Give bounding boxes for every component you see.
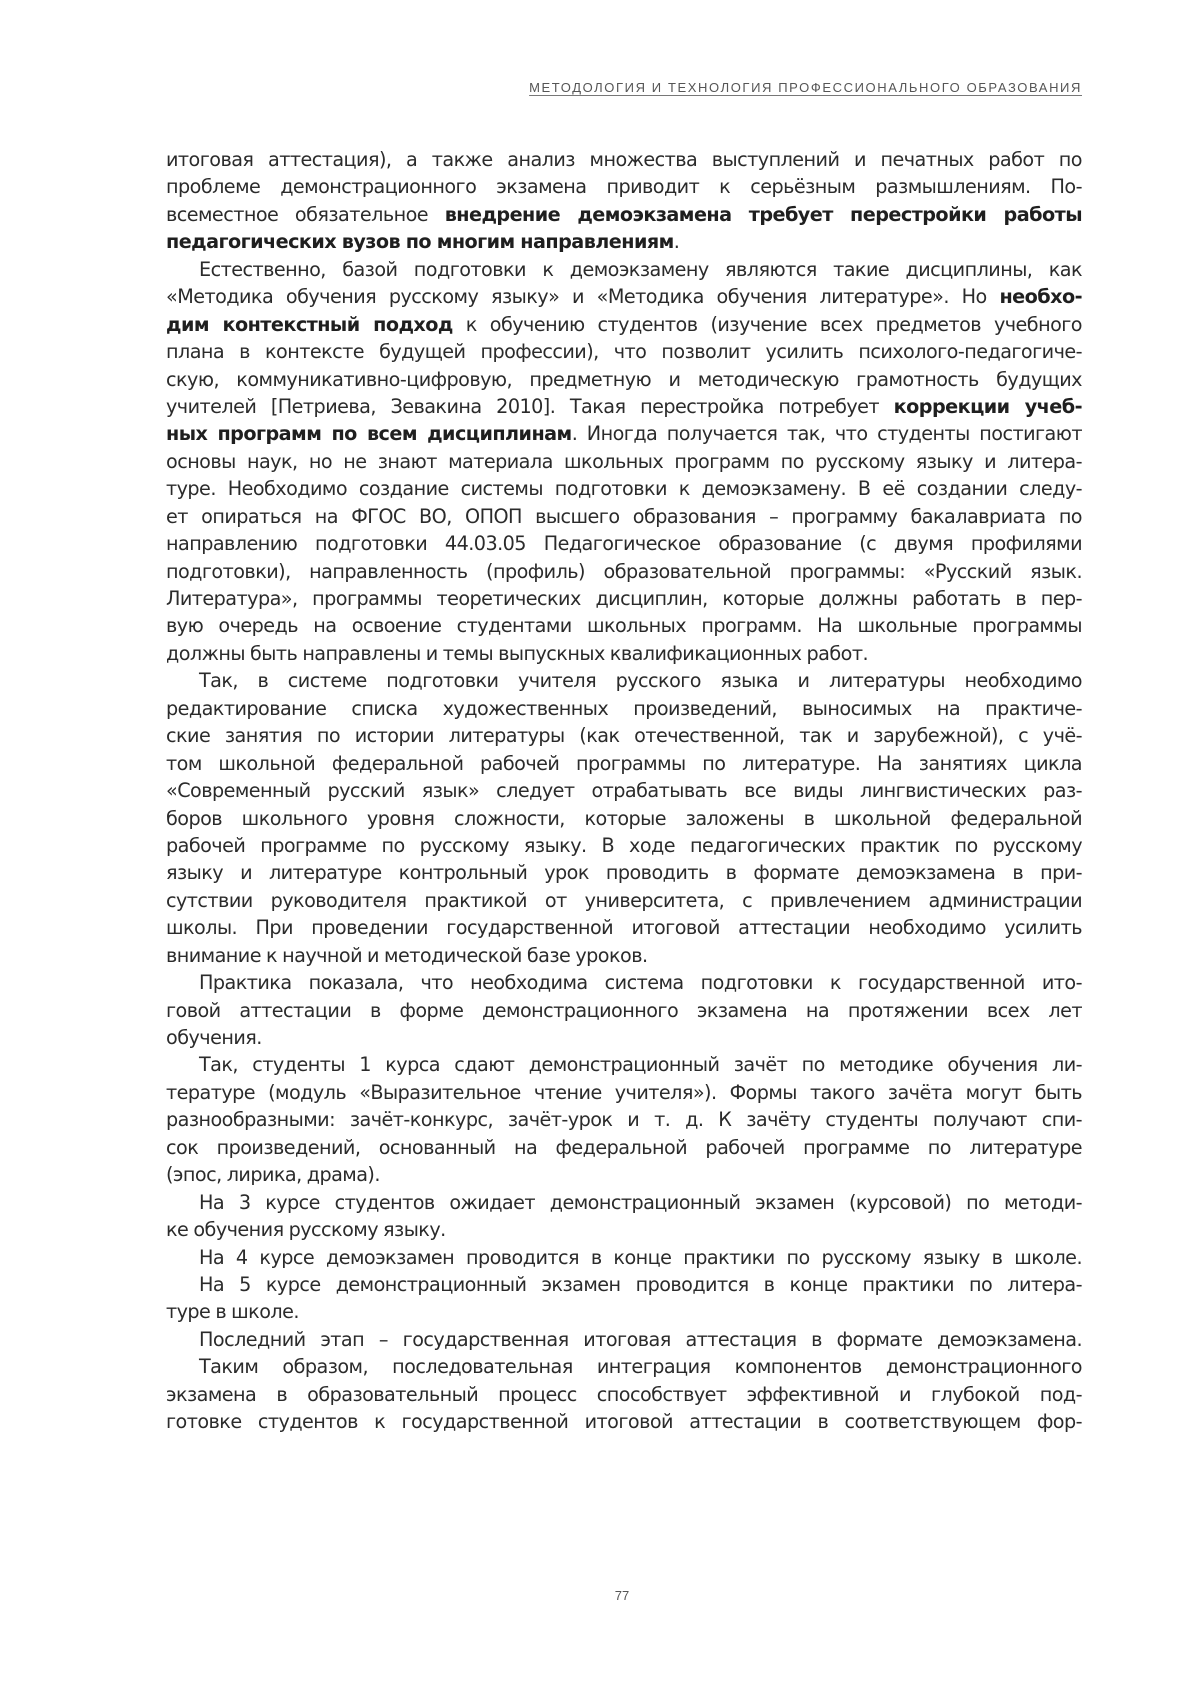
text-run: (эпос, лирика, драма). bbox=[166, 1163, 380, 1187]
bold-text: внедрение демоэкзамена требует перестройки работы bbox=[444, 202, 1082, 226]
text-run: всеместное обязательное bbox=[166, 202, 445, 226]
text-line bbox=[166, 859, 1082, 886]
text-line bbox=[166, 640, 1082, 667]
text-run: . Иногда получается так, что студенты постигают bbox=[571, 422, 1082, 446]
text-line bbox=[166, 1051, 1082, 1078]
text-line bbox=[166, 1271, 1082, 1298]
text-run: экзамена в образовательный процесс способствует эффективной и глубокой под- bbox=[166, 1382, 1082, 1406]
text-run: туре в школе. bbox=[166, 1300, 299, 1324]
text-run: ские занятия по истории литературы (как отечественной, так и зарубежной), с учё- bbox=[166, 724, 1082, 748]
text-run: Практика показала, что необходима система подготовки к государственной ито- bbox=[199, 971, 1082, 995]
text-run: языку и литературе контрольный урок проводить в формате демоэкзамена в при- bbox=[166, 861, 1082, 885]
text-run: том школьной федеральной рабочей программы по литературе. На занятиях цикла bbox=[166, 751, 1082, 775]
text-line bbox=[166, 558, 1082, 585]
bold-text: педагогических вузов по многим направлениям bbox=[166, 230, 674, 254]
text-run: сок произведений, основанный на федеральной рабочей программе по литературе bbox=[166, 1135, 1082, 1159]
text-line bbox=[166, 695, 1082, 722]
text-line bbox=[166, 228, 1082, 255]
text-line bbox=[166, 969, 1082, 996]
text-line bbox=[166, 1244, 1082, 1271]
text-line bbox=[166, 393, 1082, 420]
text-line bbox=[166, 1298, 1082, 1325]
text-run: Так, студенты 1 курса сдают демонстрационный зачёт по методике обучения ли- bbox=[199, 1053, 1082, 1077]
text-run: На 5 курсе демонстрационный экзамен проводится в конце практики по литера- bbox=[199, 1272, 1082, 1296]
text-run: боров школьного уровня сложности, которые заложены в школьной федеральной bbox=[166, 806, 1082, 830]
text-line bbox=[166, 1353, 1082, 1380]
text-line bbox=[166, 283, 1082, 310]
text-run: основы наук, но не знают материала школьных программ по русскому языку и литера- bbox=[166, 449, 1082, 473]
page-number: 77 bbox=[614, 1588, 630, 1603]
text-line bbox=[166, 1189, 1082, 1216]
text-line bbox=[166, 448, 1082, 475]
bold-text: дим контекстный подход bbox=[166, 312, 453, 336]
text-run: проблеме демонстрационного экзамена приводит к серьёзным размышлениям. По- bbox=[166, 175, 1082, 199]
text-line bbox=[166, 475, 1082, 502]
text-line bbox=[166, 256, 1082, 283]
text-run: должны быть направлены и темы выпускных квалификационных работ. bbox=[166, 641, 869, 665]
text-line bbox=[166, 1381, 1082, 1408]
text-line bbox=[166, 750, 1082, 777]
text-run: тературе (модуль «Выразительное чтение учителя»). Формы такого зачёта могут быть bbox=[166, 1080, 1082, 1104]
text-line bbox=[166, 612, 1082, 639]
text-line bbox=[166, 173, 1082, 200]
text-run: вую очередь на освоение студентами школьных программ. На школьные программы bbox=[166, 614, 1082, 638]
text-run: «Методика обучения русскому языку» и «Методика обучения литературе». Но bbox=[166, 285, 1000, 309]
text-line bbox=[166, 722, 1082, 749]
text-line bbox=[166, 667, 1082, 694]
text-run: рабочей программе по русскому языку. В ходе педагогических практик по русскому bbox=[166, 833, 1082, 857]
text-run: Последний этап – государственная итоговая аттестация в формате демоэкзамена. bbox=[199, 1327, 1082, 1351]
text-run: подготовки), направленность (профиль) образовательной программы: «Русский язык. bbox=[166, 559, 1082, 583]
text-line bbox=[166, 1106, 1082, 1133]
text-run: направлению подготовки 44.03.05 Педагогическое образование (с двумя профилями bbox=[166, 532, 1082, 556]
text-run: Литература», программы теоретических дисциплин, которые должны работать в пер- bbox=[166, 587, 1082, 610]
bold-text: ных программ по всем дисциплинам bbox=[166, 422, 572, 446]
text-run: говой аттестации в форме демонстрационного экзамена на протяжении всех лет bbox=[166, 998, 1082, 1022]
text-run: Так, в системе подготовки учителя русского языка и литературы необходимо bbox=[199, 669, 1082, 693]
text-run: к обучению студентов (изучение всех предметов учебного bbox=[452, 312, 1082, 336]
text-line bbox=[166, 997, 1082, 1024]
text-line bbox=[166, 805, 1082, 832]
running-header: МЕТОДОЛОГИЯ И ТЕХНОЛОГИЯ ПРОФЕССИОНАЛЬНОГО ОБРАЗОВАНИЯ bbox=[529, 80, 1082, 95]
text-line bbox=[166, 832, 1082, 859]
text-run: обучения. bbox=[166, 1026, 262, 1049]
bold-text: необхо- bbox=[999, 285, 1082, 309]
text-line bbox=[166, 1326, 1082, 1353]
text-run: школы. При проведении государственной итоговой аттестации необходимо усилить bbox=[166, 916, 1082, 940]
text-run: «Современный русский язык» следует отрабатывать все виды лингвистических раз- bbox=[166, 779, 1082, 803]
text-line bbox=[166, 777, 1082, 804]
text-line bbox=[166, 887, 1082, 914]
text-run: . bbox=[673, 230, 680, 254]
text-run: На 3 курсе студентов ожидает демонстрационный экзамен (курсовой) по методи- bbox=[199, 1190, 1082, 1214]
bold-text: коррекции учеб- bbox=[893, 394, 1082, 418]
text-line bbox=[166, 201, 1082, 228]
text-run: Таким образом, последовательная интеграция компонентов демонстрационного bbox=[199, 1355, 1082, 1379]
text-line bbox=[166, 503, 1082, 530]
text-run: ет опираться на ФГОС ВО, ОПОП высшего образования – программу бакалавриата по bbox=[166, 504, 1082, 528]
text-line bbox=[166, 420, 1082, 447]
text-run: разнообразными: зачёт-конкурс, зачёт-урок и т. д. К зачёту студенты получают спи- bbox=[166, 1108, 1082, 1132]
text-run: редактирование списка художественных произведений, выносимых на практиче- bbox=[166, 696, 1082, 720]
text-line bbox=[166, 1216, 1082, 1243]
text-run: На 4 курсе демоэкзамен проводится в конце практики по русскому языку в школе. bbox=[199, 1245, 1082, 1269]
text-run: сутствии руководителя практикой от университета, с привлечением администрации bbox=[166, 888, 1082, 912]
text-line bbox=[166, 530, 1082, 557]
body-text bbox=[166, 146, 1082, 1436]
text-run: итоговая аттестация), а также анализ множества выступлений и печатных работ по bbox=[166, 148, 1082, 171]
text-line bbox=[166, 338, 1082, 365]
text-run: готовке студентов к государственной итоговой аттестации в соответствующем фор- bbox=[166, 1410, 1082, 1434]
text-line bbox=[166, 1134, 1082, 1161]
text-line bbox=[166, 1408, 1082, 1435]
text-line bbox=[166, 1079, 1082, 1106]
text-run: внимание к научной и методической базе уроков. bbox=[166, 943, 648, 967]
text-line bbox=[166, 311, 1082, 338]
text-line bbox=[166, 366, 1082, 393]
text-run: ке обучения русскому языку. bbox=[166, 1218, 446, 1242]
text-line bbox=[166, 914, 1082, 941]
text-run: Естественно, базой подготовки к демоэкзамену являются такие дисциплины, как bbox=[199, 257, 1082, 281]
text-run: учителей [Петриева, Зевакина 2010]. Такая перестройка потребует bbox=[166, 394, 894, 418]
text-run: туре. Необходимо создание системы подготовки к демоэкзамену. В её создании следу- bbox=[166, 477, 1082, 501]
text-line bbox=[166, 942, 1082, 969]
text-run: скую, коммуникативно-цифровую, предметную и методическую грамотность будущих bbox=[166, 367, 1082, 391]
text-line bbox=[166, 1024, 1082, 1051]
text-line bbox=[166, 146, 1082, 173]
text-run: плана в контексте будущей профессии), что позволит усилить психолого-педагогиче- bbox=[166, 340, 1082, 364]
text-line bbox=[166, 1161, 1082, 1188]
text-line bbox=[166, 585, 1082, 612]
